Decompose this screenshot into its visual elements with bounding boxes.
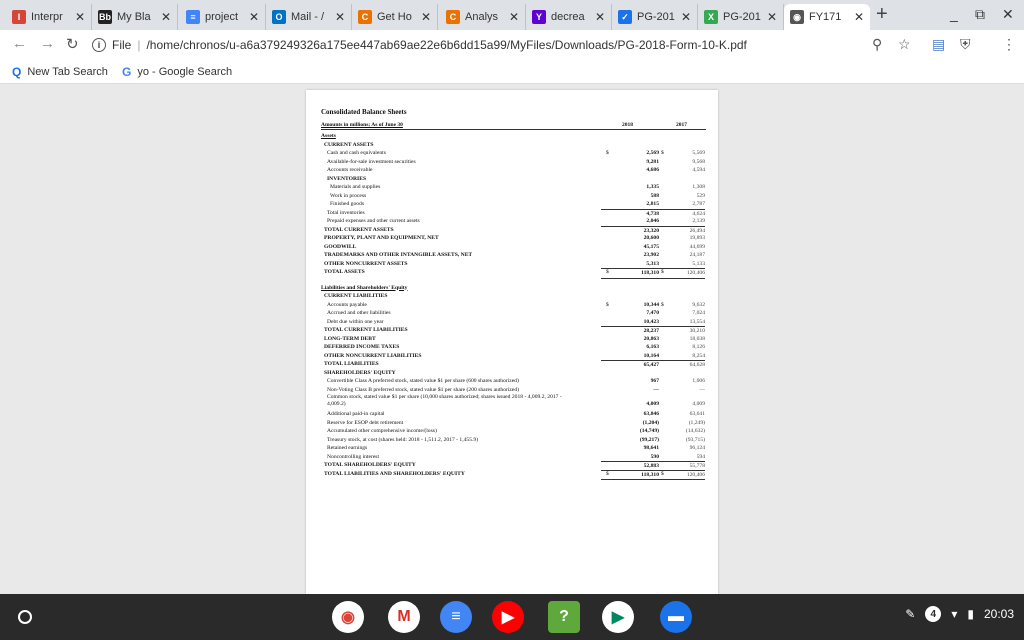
value-2018: 6,163 [646,344,659,350]
table-row [321,268,706,277]
docs-icon: ≡ [186,10,200,24]
value-2017: 594 [696,453,705,460]
dollar-sign: $ [606,269,609,275]
dollar-sign: $ [661,150,664,156]
value-2018: 4,738 [601,209,659,219]
value-2018: 118,310 [601,470,659,481]
table-row [321,410,706,419]
value-2018: 20,600 [643,235,659,241]
reload-icon[interactable]: ↻ [66,36,79,53]
table-row [321,166,706,175]
value-2018: 2,815 [646,201,659,207]
value-2017: 7,024 [692,310,705,316]
row-label: Accumulated other comprehensive income/(loss) [327,428,437,434]
value-2017: 2,787 [692,201,705,207]
value-2017: 55,778 [659,461,705,471]
close-tab-icon[interactable]: ✕ [160,10,171,24]
value-2018: 7,470 [646,310,659,316]
launcher-button[interactable] [10,602,40,632]
tab-title: project [205,11,239,23]
new-tab-button[interactable]: + [876,3,888,25]
value-2018: 588 [650,192,659,199]
restore-button[interactable]: ⧉ [975,6,985,22]
value-2017: 4,624 [659,209,705,219]
value-2017: 4,009 [692,401,705,407]
table-row [321,301,706,310]
value-2017: 24,187 [689,252,705,258]
value-2018: 10,344 [643,301,659,308]
value-2017: 1,006 [692,378,705,384]
close-tab-icon[interactable]: ✕ [420,10,431,24]
zoom-icon[interactable]: ⚲ [872,36,883,52]
tab-strip [0,0,1024,30]
x-icon: X [704,10,718,24]
separator: | [137,38,141,52]
value-2018: 23,320 [601,226,659,236]
row-label: Work in process [330,192,367,199]
table-row [321,292,706,301]
tab-title: Analys [465,11,499,23]
notification-badge[interactable]: 4 [925,606,941,622]
forward-arrow-icon[interactable]: → [40,35,55,52]
value-2017: (93,715) [685,436,705,443]
tab-title: Interpr [31,11,63,23]
row-label: Liabilities and Shareholders' Equity [321,284,408,291]
row-label: Noncontrolling interest [327,453,380,460]
table-row [321,419,706,428]
minimize-button[interactable]: _ [950,6,958,22]
table-row [321,461,706,470]
help-icon[interactable]: ? [548,601,580,633]
year-2018: 2018 [622,122,633,128]
bb-icon: Bb [99,12,111,22]
row-label: Accrued and other liabilities [327,310,391,316]
value-2017: — [699,386,705,393]
close-tab-icon[interactable]: ✕ [766,10,777,24]
row-label: GOODWILL [324,243,357,250]
value-2017: 26,494 [659,226,705,236]
value-2018: 52,883 [601,461,659,471]
table-row [321,200,706,209]
value-2017: 30,210 [659,326,705,336]
dollar-sign: $ [606,150,609,156]
sticky-icon: I [12,10,26,24]
row-label: TOTAL LIABILITIES AND SHAREHOLDERS' EQUITY [324,470,465,477]
tab-9[interactable] [784,4,870,30]
address-bar[interactable] [92,34,892,56]
bookmarks-bar [0,60,1024,84]
pdf-viewer[interactable] [0,84,1024,594]
value-2017: 19,893 [689,235,705,241]
value-2017: 1,308 [692,184,705,190]
sheet-header: Amounts in millions; As of June 30 [321,122,403,128]
value-2018: 9,281 [646,158,659,165]
header-rule [321,129,706,130]
value-2018: 4,009 [646,401,659,407]
value-2018: 590 [650,453,659,460]
value-2017: 8,254 [692,352,705,359]
row-label: Accounts payable [327,301,367,308]
table-row [321,284,706,293]
row-label: Non-Voting Class B preferred stock, stated value $1 per share (200 shares authorized) [327,386,520,393]
value-2018: (99,217) [639,436,659,443]
close-tab-icon[interactable]: ✕ [594,10,605,24]
url-text[interactable]: /home/chronos/u-a6a379249326a175ee447ab69ae22e6b6dd15a99/MyFiles/Downloads/PG-2018-Form-10-K.pdf [146,38,747,52]
value-2018: — [653,386,659,393]
row-label: Available-for-sale investment securities [327,158,416,165]
row-label: Materials and supplies [330,184,381,190]
tab-title: decrea [551,11,585,23]
tab-6[interactable] [526,4,612,30]
tab-title: PG-201 [637,11,675,23]
value-2018: 2,046 [646,218,659,224]
close-tab-icon[interactable]: ✕ [680,10,691,24]
docs-icon[interactable]: ≡ [440,601,472,633]
dollar-sign: $ [606,470,609,477]
table-row [321,141,706,150]
row-label: Prepaid expenses and other current assets [327,218,420,224]
battery-icon: ▮ [967,607,974,621]
launcher-icon [18,610,32,624]
chegg-icon: C [358,10,372,24]
row-label: OTHER NONCURRENT ASSETS [324,260,408,267]
value-2017: 9,568 [692,158,705,165]
wifi-icon: ▾ [951,607,958,621]
row-label: DEFERRED INCOME TAXES [324,344,400,350]
youtube-icon[interactable]: ▶ [492,601,524,633]
row-label: Accounts receivable [327,167,373,173]
value-2017: 64,628 [659,360,705,370]
tab-1[interactable] [92,4,178,30]
bookmark-new-tab-search[interactable] [12,65,108,79]
tab-title: FY171 [809,11,842,23]
play-store-icon[interactable]: ▶ [602,601,634,633]
back-arrow-icon[interactable]: ← [12,35,27,52]
bookmark-star-icon[interactable]: ☆ [898,36,911,52]
table-row [321,149,706,158]
tab-title: Get Ho [377,11,412,23]
value-2017: 13,554 [689,318,705,325]
dollar-sign: $ [606,301,609,308]
row-label: Retained earnings [327,445,368,451]
os-shelf [0,594,1024,640]
value-2017: 44,699 [689,243,705,250]
close-tab-icon[interactable]: ✕ [853,10,864,24]
bookmark-label: New Tab Search [27,66,108,78]
table-row [321,158,706,167]
value-2018: 65,427 [601,360,659,370]
tab-title: My Bla [117,11,151,23]
value-2017: 5,569 [692,150,705,156]
google-icon: G [122,65,132,79]
table-row [321,453,706,462]
value-2017: 8,126 [692,344,705,350]
table-row [321,326,706,335]
outlook-icon: O [272,10,286,24]
tab-5[interactable] [440,4,526,30]
value-2018: 45,175 [643,243,659,250]
row-label: Cash and cash equivalents [327,150,386,156]
tab-title: PG-201 [723,11,761,23]
value-2018: 23,902 [643,252,659,258]
table-row [321,360,706,369]
tab-3[interactable] [266,4,352,30]
year-2017: 2017 [676,122,687,128]
row-label: Debt due within one year [327,318,384,325]
table-row [321,209,706,218]
value-2018: 98,641 [643,445,659,451]
value-2018: 20,863 [643,335,659,342]
tab-title: Mail - / [291,11,324,23]
files-icon[interactable]: ▬ [660,601,692,633]
table-row [321,444,706,453]
tab-2[interactable] [180,4,266,30]
value-2017: 529 [696,192,705,199]
value-2018: 10,423 [643,318,659,325]
row-label: Treasury stock, at cost (shares held: 2018 - 1,511.2, 2017 - 1,455.9) [327,436,479,443]
shield-icon[interactable]: ⛨ [960,36,971,52]
check-icon: ✓ [618,10,632,24]
clock[interactable]: 20:03 [983,607,1014,621]
row-label: PROPERTY, PLANT AND EQUIPMENT, NET [324,235,439,241]
row-label: Reserve for ESOP debt retirement [327,419,404,426]
row-label: CURRENT LIABILITIES [324,293,388,299]
table-row [321,192,706,201]
value-2018: 967 [650,378,659,384]
table-row [321,183,706,192]
value-2017: 120,406 [659,268,705,279]
row-label: Additional paid-in capital [327,411,385,417]
value-2017: 63,641 [689,411,705,417]
row-label: TOTAL ASSETS [324,269,365,275]
dollar-sign: $ [661,269,664,275]
table-row [321,343,706,352]
tab-0[interactable] [6,4,92,30]
table-row [321,394,706,410]
value-2017: 9,632 [692,301,705,308]
value-2017: 2,139 [692,218,705,224]
dollar-sign: $ [661,301,664,308]
value-2017: 5,133 [692,260,705,267]
status-tray[interactable] [895,606,1014,622]
row-label: Convertible Class A preferred stock, stated value $1 per share (600 shares authorized) [327,378,519,384]
table-row [321,217,706,226]
table-row [321,251,706,260]
tab-4[interactable] [352,4,438,30]
value-2018: 63,846 [643,411,659,417]
table-row [321,132,706,141]
row-label: CURRENT ASSETS [324,141,374,148]
tab-8[interactable] [698,4,784,30]
value-2017: (1,249) [688,419,705,426]
value-2017: 120,406 [659,470,705,481]
value-2018: 2,569 [646,150,659,156]
yahoo-icon: Y [532,10,546,24]
row-label: TOTAL CURRENT LIABILITIES [324,327,408,333]
chrome-icon[interactable]: ◉ [332,601,364,633]
table-row [321,243,706,252]
table-row [321,427,706,436]
row-label: SHAREHOLDERS' EQUITY [324,369,396,376]
close-tab-icon[interactable]: ✕ [508,10,519,24]
row-label: Assets [321,133,336,139]
table-row [321,226,706,235]
value-2018: 5,313 [646,260,659,267]
row-label: TRADEMARKS AND OTHER INTANGIBLE ASSETS, NET [324,252,473,258]
gmail-icon[interactable]: M [388,601,420,633]
row-label: Finished goods [330,201,365,207]
sheet-title: Consolidated Balance Sheets [321,108,407,116]
bookmark-label: yo - Google Search [137,66,233,78]
scheme-label: File [112,38,132,52]
menu-icon[interactable]: ⋮ [1002,36,1016,52]
close-tab-icon[interactable]: ✕ [248,10,259,24]
table-row [321,175,706,184]
value-2018: 4,686 [646,167,659,173]
info-icon[interactable]: i [92,38,106,52]
bookmark-google-search[interactable] [122,65,232,79]
table-row [321,470,706,479]
pdf-page [306,90,718,594]
tab-7[interactable] [612,4,698,30]
table-row [321,352,706,361]
table-row [321,260,706,269]
value-2017: 18,038 [689,335,705,342]
close-tab-icon[interactable]: ✕ [74,10,85,24]
row-label: TOTAL SHAREHOLDERS' EQUITY [324,462,416,468]
close-window-button[interactable]: ✕ [1002,6,1014,22]
browser-toolbar [0,30,1024,60]
row-label: Total inventories [327,209,365,216]
value-2018: 28,237 [601,326,659,336]
value-2018: 10,164 [643,352,659,359]
row-label: Common stock, stated value $1 per share (10,000 shares authorized; shares issued 2018 - 4,009.2, 2017 - 4,009.2) [327,394,562,407]
row-label: OTHER NONCURRENT LIABILITIES [324,352,422,359]
chegg-icon: C [446,10,460,24]
table-row [321,436,706,445]
row-label: TOTAL CURRENT ASSETS [324,226,394,233]
table-row [321,369,706,378]
value-2018: 118,310 [601,268,659,279]
row-label: TOTAL LIABILITIES [324,361,379,367]
value-2017: 4,594 [692,167,705,173]
row-label: LONG-TERM DEBT [324,335,376,342]
value-2018: 1,335 [646,184,659,190]
table-row [321,318,706,327]
value-2017: (14,632) [685,428,705,434]
close-tab-icon[interactable]: ✕ [334,10,345,24]
value-2017: 96,124 [689,445,705,451]
stylus-icon[interactable]: ✎ [905,607,916,621]
dollar-sign: $ [661,470,664,477]
table-row [321,309,706,318]
search-icon: Q [12,65,22,79]
table-row [321,234,706,243]
row-label: INVENTORIES [327,175,367,182]
globe-icon: ◉ [790,10,804,24]
table-row [321,386,706,395]
extension-icon[interactable]: ▤ [932,36,946,52]
value-2018: (14,749) [639,428,659,434]
value-2018: (1,204) [642,419,659,426]
table-row [321,335,706,344]
table-row [321,377,706,386]
